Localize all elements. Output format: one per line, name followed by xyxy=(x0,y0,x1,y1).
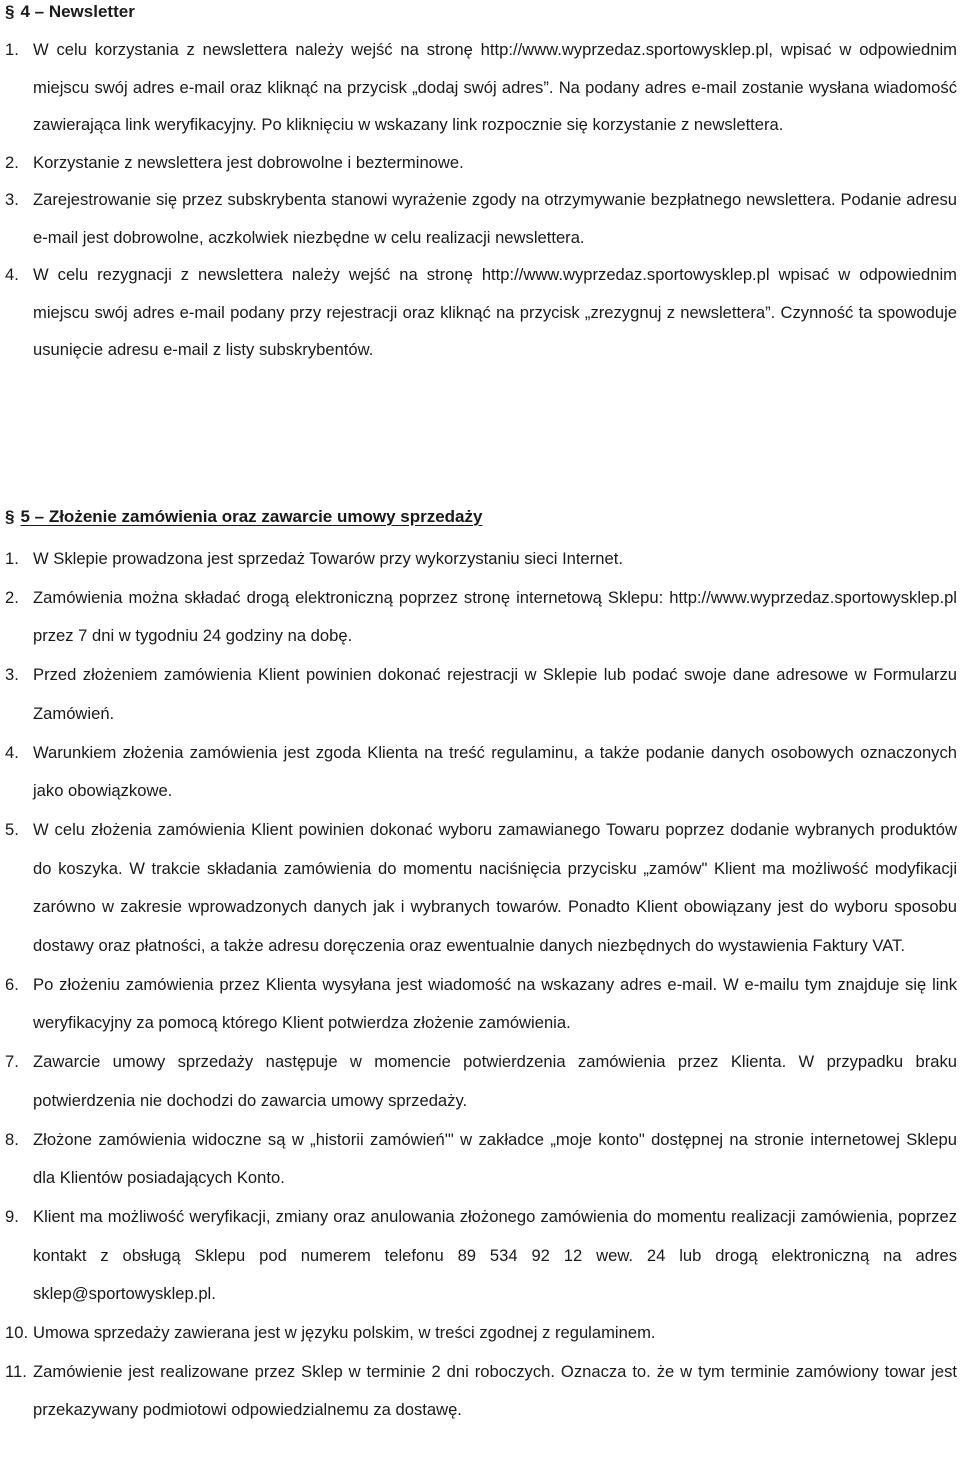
item-text: Przed złożeniem zamówienia Klient powinien dokonać rejestracji w Sklepie lub podać swoje dane adresowe w Formularzu Zamówień. xyxy=(33,665,957,723)
item-text: W celu korzystania z newslettera należy wejść na stronę http://www.wyprzedaz.sportowysklep.pl, wpisać w odpowiednim miejscu swój adres e-mail oraz kliknąć na przycisk „dodaj swój adres”. Na podany adres e-mail zostanie wysłana wiadomość zawierająca link weryfikacyjny. Po kliknięciu w wskazany link rozpocznie się korzystanie z newslettera. xyxy=(33,40,957,134)
section-title: 5 – Złożenie zamówienia oraz zawarcie umowy sprzedaży xyxy=(20,507,483,526)
item-number: 1. xyxy=(5,549,19,568)
item-number: 2. xyxy=(5,152,19,172)
list-item xyxy=(5,966,960,1043)
list-item xyxy=(5,1198,960,1314)
item-number: 8. xyxy=(5,1129,19,1149)
item-number: 7. xyxy=(5,1052,19,1072)
list-item xyxy=(5,181,960,256)
list-item xyxy=(5,656,960,733)
section-order-placement xyxy=(5,504,960,1430)
item-number: 3. xyxy=(5,665,19,685)
item-text: Złożone zamówienia widoczne są w „historii zamówień'" w zakładce „moje konto" dostępnej na stronie internetowej Sklepu dla Klientów posiadających Konto. xyxy=(33,1129,957,1188)
item-text: Po złożeniu zamówienia przez Klienta wysyłana jest wiadomość na wskazany adres e-mail. W e-mailu tym znajduje się link weryfikacyjny za pomocą którego Klient potwierdza złożenie zamówienia. xyxy=(33,974,957,1033)
item-number: 6. xyxy=(5,974,19,994)
section-title: 4 – Newsletter xyxy=(20,2,135,21)
section-heading xyxy=(5,504,960,530)
item-text: Zarejestrowanie się przez subskrybenta stanowi wyrażenie zgody na otrzymywanie bezpłatnego newslettera. Podanie adresu e-mail jest dobrowolne, aczkolwiek niezbędne w celu realizacji newslettera. xyxy=(33,190,957,247)
list-item xyxy=(5,734,960,811)
list-item xyxy=(5,144,960,182)
list-item xyxy=(5,540,960,579)
item-text: Korzystanie z newslettera jest dobrowolne i bezterminowe. xyxy=(33,152,464,172)
list-item xyxy=(5,1043,960,1120)
item-number: 10. xyxy=(5,1323,29,1343)
item-text: Zamówienia można składać drogą elektroniczną poprzez stronę internetową Sklepu: http://www.wyprzedaz.sportowysklep.pl przez 7 dni w tygodniu 24 godziny na dobę. xyxy=(33,587,957,646)
item-text: Klient ma możliwość weryfikacji, zmiany oraz anulowania złożonego zamówienia do momentu realizacji zamówienia, poprzez kontakt z obsługą Sklepu pod numerem telefonu 89 534 92 12 wew. 24 lub drogą elektroniczną na adres sklep@sportowysklep.pl. xyxy=(33,1206,957,1304)
item-text: W Sklepie prowadzona jest sprzedaż Towarów przy wykorzystaniu sieci Internet. xyxy=(33,549,623,568)
item-number: 11. xyxy=(5,1361,27,1381)
list-item xyxy=(5,1121,960,1198)
list-item xyxy=(5,1314,960,1353)
paragraph-symbol: § xyxy=(5,2,15,21)
item-text: Warunkiem złożenia zamówienia jest zgoda Klienta na treść regulaminu, a także podanie danych osobowych oznaczonych jako obowiązkowe. xyxy=(33,742,957,801)
newsletter-list xyxy=(5,31,960,369)
item-text: W celu złożenia zamówienia Klient powinien dokonać wyboru zamawianego Towaru poprzez dodanie wybranych produktów do koszyka. W trakcie składania zamówienia do momentu naciśnięcia przycisku „zamów" Klient ma możliwość modyfikacji zarówno w zakresie wprowadzonych danych jak i wybranych towarów. Ponadto Klient obowiązany jest do wyboru sposobu dostawy oraz płatności, a także adresu doręczenia oraz ewentualnie danych niezbędnych do wystawienia Faktury VAT. xyxy=(33,819,957,956)
list-item xyxy=(5,256,960,369)
list-item xyxy=(5,579,960,656)
order-list xyxy=(5,540,960,1430)
list-item xyxy=(5,31,960,144)
list-item xyxy=(5,811,960,966)
item-text: Zawarcie umowy sprzedaży następuje w momencie potwierdzenia zamówienia przez Klienta. W przypadku braku potwierdzenia nie dochodzi do zawarcia umowy sprzedaży. xyxy=(33,1052,957,1110)
section-heading xyxy=(5,0,960,24)
item-number: 4. xyxy=(5,265,19,284)
section-newsletter xyxy=(5,0,960,369)
item-number: 4. xyxy=(5,742,19,762)
item-text: W celu rezygnacji z newslettera należy wejść na stronę http://www.wyprzedaz.sportowysklep.pl wpisać w odpowiednim miejscu swój adres e-mail podany przy rejestracji oraz kliknąć na przycisk „zrezygnuj z newslettera”. Czynność ta spowoduje usunięcie adresu e-mail z listy subskrybentów. xyxy=(33,265,957,359)
item-number: 2. xyxy=(5,587,19,607)
item-number: 3. xyxy=(5,190,19,209)
paragraph-symbol: § xyxy=(5,507,15,526)
item-text: Umowa sprzedaży zawierana jest w języku polskim, w treści zgodnej z regulaminem. xyxy=(33,1323,656,1343)
list-item xyxy=(5,1353,960,1430)
item-number: 5. xyxy=(5,819,19,839)
item-text: Zamówienie jest realizowane przez Sklep w terminie 2 dni roboczych. Oznacza to. że w tym terminie zamówiony towar jest przekazywany podmiotowi odpowiedzialnemu za dostawę. xyxy=(33,1361,957,1420)
item-number: 9. xyxy=(5,1206,19,1226)
item-number: 1. xyxy=(5,40,19,59)
